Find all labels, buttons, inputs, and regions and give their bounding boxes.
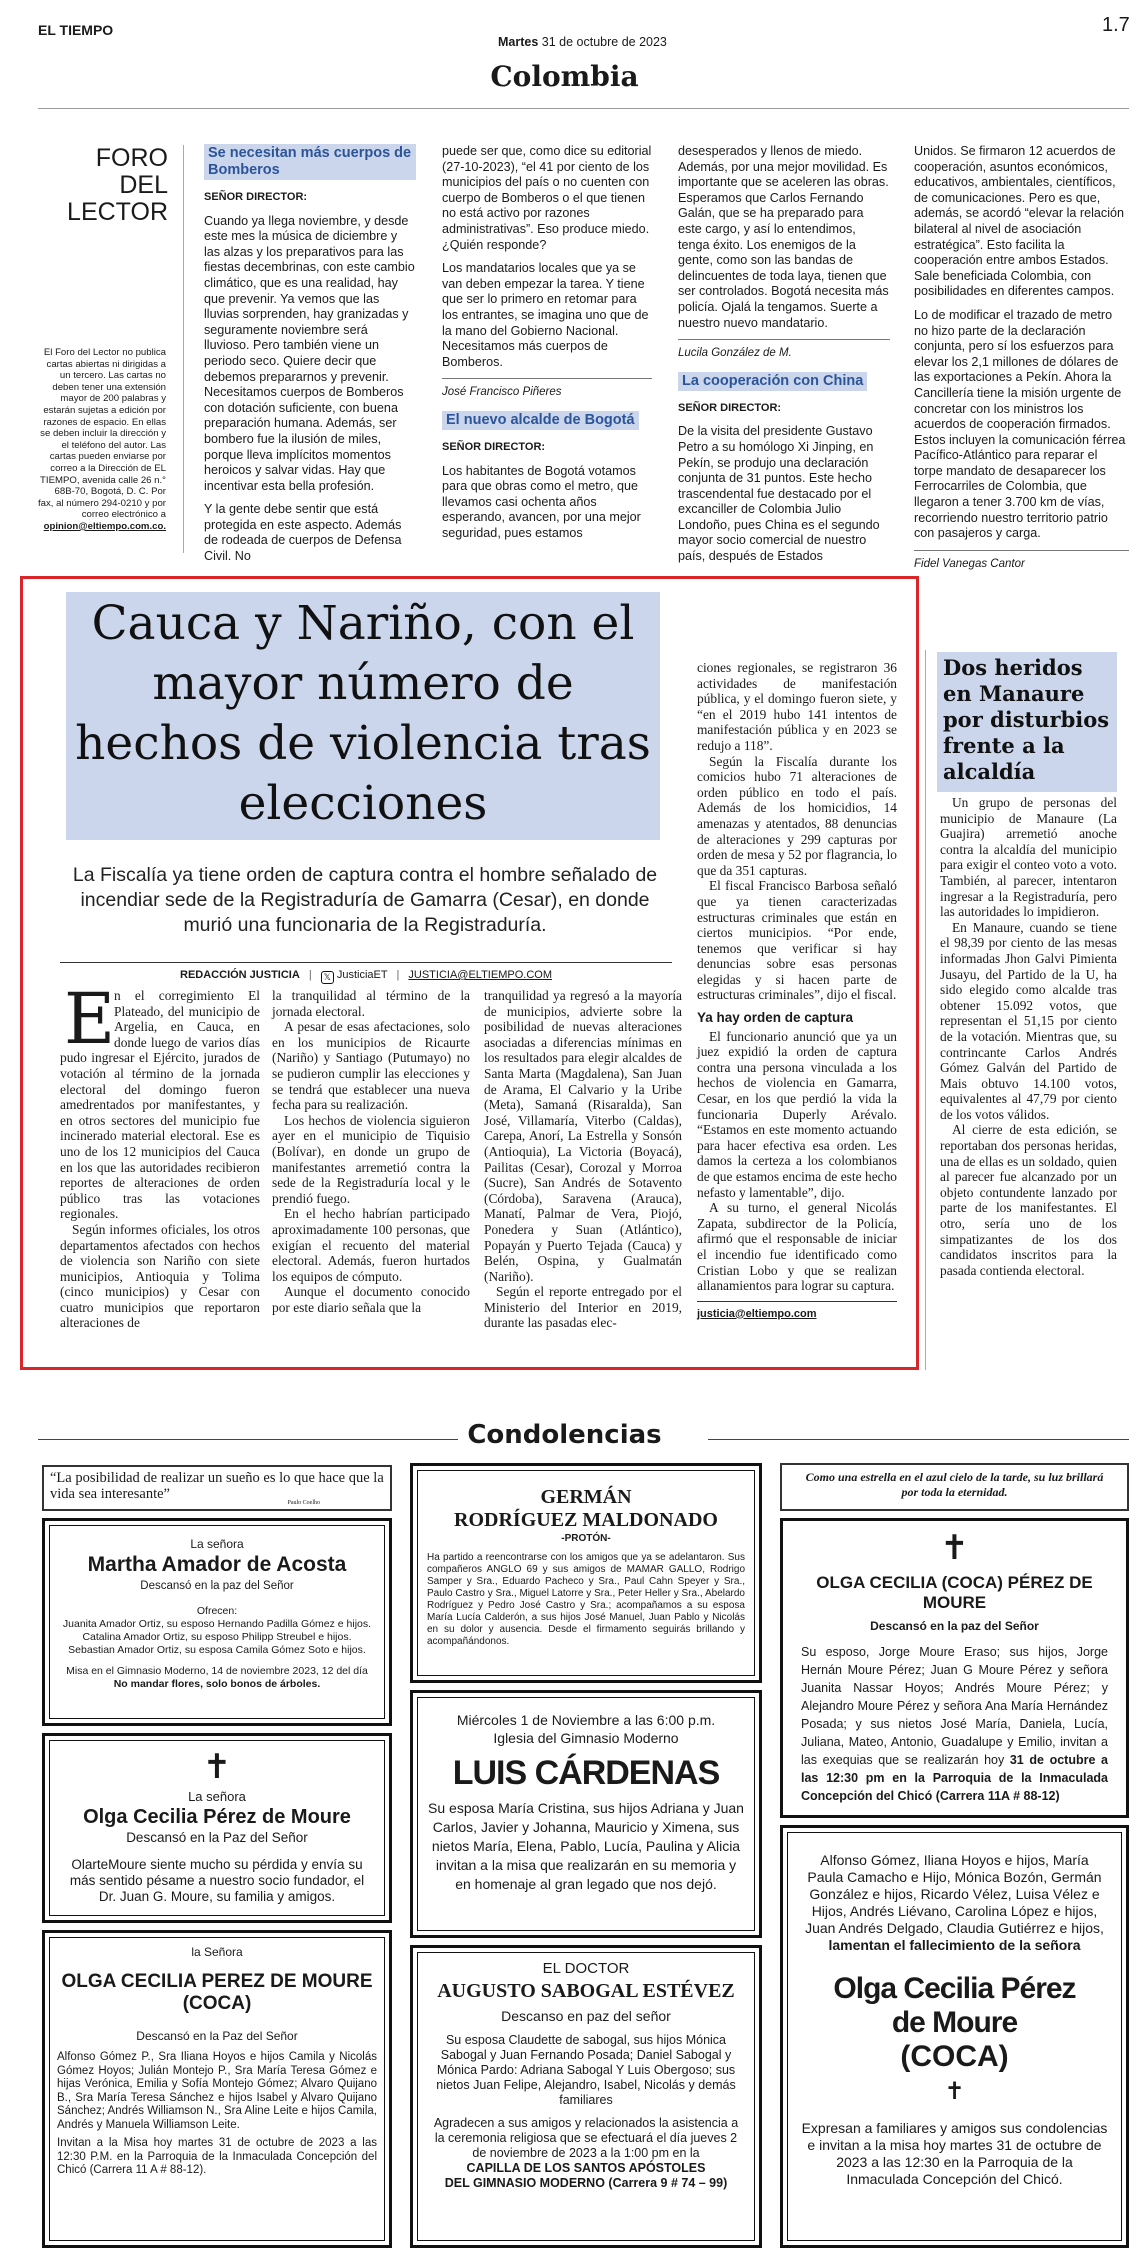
notice-line: Descansó en la paz del Señor: [140, 1580, 294, 1592]
foro-note-text: El Foro del Lector no publica cartas abiertas ni dirigidas a un tercero. Las cartas no deben tener una extensión mayor de 200 palabras y estarán sujetas a edición por razones de espacio. En ellas se deben incluir la dirección y el teléfono del autor. Las cartas pueden enviarse por correo a la Dirección de EL TIEMPO, avenida calle 26 n.° 68B-70, Bogotá, D. C. Por fax, al número 294-0210 y por correo electrónico a: [38, 347, 166, 521]
notice-luis: [410, 1690, 762, 1938]
notice-addr: (Carrera 9 # 74 – 99): [608, 2176, 728, 2190]
notice-olga-3: [780, 1518, 1129, 1818]
paragraph: [60, 988, 260, 1222]
letter-label: SEÑOR DIRECTOR:: [204, 191, 308, 203]
paragraph: A pesar de esas afectaciones, solo en los municipios de Ricaurte (Nariño) y Santiago (Putumayo) no se pudieron cumplir las elecciones y se tendrá que establecer una nueva fecha para su realización.: [272, 1019, 470, 1113]
letter-china-title: La cooperación con China: [678, 372, 867, 391]
sidebar-headline: Dos heridos en Manaure por disturbios frente a la alcaldía: [943, 655, 1110, 784]
letter-alcalde-title: El nuevo alcalde de Bogotá: [442, 411, 639, 430]
offer-line: Catalina Amador Ortiz, su esposo Philipp Streubel e hijos.: [82, 1631, 352, 1643]
x-logo-icon: 𝕏: [321, 971, 334, 984]
offer-line: Sebastian Amador Ortiz, su esposa Camila Gómez Soto e hijos.: [68, 1644, 366, 1656]
byline: REDACCIÓN JUSTICIA | 𝕏 JusticiaET | JUSTICIA@ELTIEMPO.COM: [180, 969, 552, 982]
notice-name: Olga Cecilia Pérez de Moure: [83, 1806, 351, 1828]
paragraph: Lo de modificar el trazado de metro no hizo parte de la declaración conjunta, pero sí los esfuerzos para elevar los 2,1 millones de dólares de las exportaciones a Pekín. Ahora la Cancillería tiene la misión urgente de concretar con los ministros los acuerdos de cooperación firmados. Estos incluyen la comunicación férrea Pacífico-Atlántico para reparar el torpe mandato de desaparecer los Ferrocarriles de Colombia, que llegaron a tener 3.700 km de vías, recorriendo nuestro territorio patrio con pasajeros y carga.: [914, 307, 1126, 541]
issue-date: [498, 35, 667, 49]
foro-email-link[interactable]: opinion@eltiempo.com.co.: [43, 520, 166, 532]
article-subhead: Ya hay orden de captura: [697, 1010, 854, 1026]
notice-text: Su esposa María Cristina, sus hijos Adriana y Juan Carlos, Javier y Johanna, Mauricio y Ximena, sus nietos María, Elena, Pablo, Lucía, Paulina y Alicia invitan a la misa que realizarán en su memoria y en homenaje al gran legado que nos dejó.: [428, 1800, 744, 1892]
inner-frame: [417, 1952, 755, 2241]
quote-text: “La posibilidad de realizar un sueño es lo que hace que la vida sea interesante”: [50, 1470, 384, 1502]
letter-bomberos-title: Se necesitan más cuerpos de Bomberos: [204, 144, 416, 180]
offer-label: Ofrecen:: [196, 1605, 238, 1617]
paragraph: puede ser que, como dice su editorial (27-10-2023), “el 41 por ciento de los municipios del país o no cuenten con cuerpo de Bomberos o el que tienen no está activo por razones administrativas”. Eso produce miedo. ¿Quién responde?: [442, 144, 652, 252]
page-number: 1.7: [1102, 14, 1130, 36]
date-rest: 31 de octubre de 2023: [541, 35, 667, 49]
notice-text: Alfonso Gómez, Iliana Hoyos e hijos, María Paula Camacho e Hijo, Mónica Bozón, Germán González e hijos, Ricardo Vélez, Luisa Vélez e Hijos, Andrés Liévano, Carolina López e hijos, Juan Andrés Delgado, Claudia Gutiérrez e hijos,: [805, 1852, 1104, 1936]
paragraph: Según el reporte entregado por el Ministerio del Interior en 2019, durante las pasadas elec-: [484, 1284, 682, 1331]
condolencias-title: Condolencias: [467, 1420, 662, 1450]
notice-line: Descansó en la Paz del Señor: [136, 2029, 298, 2043]
letter-label: SEÑOR DIRECTOR:: [678, 401, 782, 414]
quote-text: Como una estrella en el azul cielo de la tarde, su luz brillará por toda la eternidad.: [805, 1470, 1104, 1499]
article-email[interactable]: justicia@eltiempo.com: [697, 1307, 817, 1320]
notice-name-2: RODRÍGUEZ MALDONADO: [454, 1509, 718, 1531]
inner-frame: [49, 1525, 385, 1719]
foro-title: [52, 145, 168, 226]
cross-icon: ✝: [944, 2077, 965, 2105]
notice-augusto: [410, 1945, 762, 2248]
misa-line: Misa en el Gimnasio Moderno, 14 de noviembre 2023, 12 del día: [66, 1665, 368, 1677]
notice-text: [801, 1643, 1108, 1805]
paragraph: Los mandatarios locales que ya se van deben empezar la tarea. Y tiene que ser lo primero en retomar para los entrantes, se imagina uno que de la mano del Gobierno Nacional. Necesitamos más cuerpos de Bomberos.: [442, 261, 649, 369]
notice-text-bold: 31 de octubre a las 12:30 pm en la Parroquia de la Inmaculada Concepción del Chicó (Carrera 11A # 88-12): [801, 1753, 1108, 1803]
paragraph: Al cierre de esta edición, se reportaban dos personas heridas, una de ellas es un soldado, quien al parecer fue alcanzado por un objeto contundente lanzado por parte de los manifestantes. El otro, sería uno de los simpatizantes de los dos candidatos inscritos para la pasada contienda electoral.: [940, 1122, 1117, 1278]
byline-handle[interactable]: JusticiaET: [336, 969, 388, 981]
notice-martha: [42, 1518, 392, 1726]
notice-pre: La señora: [188, 1789, 246, 1804]
paragraph: Unidos. Se firmaron 12 acuerdos de cooperación, asuntos económicos, educativos, ambientales, científicos, de comunicaciones. Pero es que, además, se acordó “elevar la relación bilateral al nivel de asociación estratégica”. Esto facilita la cooperación entre ambos Estados. Sale beneficiada Colombia, con posibilidades en diferentes campos.: [914, 144, 1125, 299]
notice-text-main: Su esposo, Jorge Moure Eraso; sus hijos, Jorge Hernán Moure Pérez; Juan G Moure Pérez y señora Juanita Nassar Hoyos; Andrés Moure Pérez; y Alejandro Moure Pérez y señora Ana María Hernández Posada; y sus nietos José María, Daniela, Lucía, Juliana, Mateo, Antonio, Guadalupe y Emilio, invitan a las exequias que se realizarán hoy: [801, 1645, 1108, 1767]
foro-title-line1: FORO DEL: [95, 144, 168, 199]
notice-name-2: de Moure: [891, 2006, 1018, 2039]
notice-misa: Invitan a la Misa hoy martes 31 de octubre de 2023 a las 12:30 P.M. en la Parroquia de la Inmaculada Concepción del Chicó (Carrera 11 A # 88-12).: [57, 2137, 377, 2176]
inner-frame: [49, 1937, 385, 2241]
inner-frame: [417, 1470, 755, 1676]
cross-icon: ✝: [202, 1747, 232, 1787]
notice-text-2: Expresan a familiares y amigos sus condolencias e invitan a la misa hoy martes 31 de octubre de 2023 a las 12:30 en la Parroquia de la Inmaculada Concepción del Chicó.: [801, 2120, 1108, 2187]
letter-alcalde-cont: [678, 144, 890, 564]
foro-divider: [183, 145, 184, 553]
notice-text: Ha partido a reencontrarse con los amigos que ya se adelantaron. Sus compañeros ANGLO 69 y sus amigos de MAMAR GALLO, Rodrigo Samper y Sra., Eduardo Pacheco y Sra., Paul Cahn Speyer y Sra., Paulo Castro y Sra., Miguel Latorre y Sra., Peter Heller y Sra., Abelardo Rodríguez y Pedro José Castro y Sra.; acompañamos a su esposa María Lucía Calderón, a sus hijos José Manuel, Juan Pablo y Nicolás en su dolor y ausencia. Desde el firmamento seguirás brillando y acompañándonos.: [427, 1552, 745, 1647]
no-flowers: No mandar flores, solo bonos de árboles.: [113, 1678, 321, 1690]
notice-name-2: (COCA): [182, 1993, 252, 2014]
notice-place-2: DEL GIMNASIO MODERNO: [444, 2176, 605, 2190]
inner-frame: [417, 1697, 755, 1931]
notice-name: OLGA CECILIA PEREZ DE MOURE: [61, 1971, 373, 1992]
notice-line: Descanso en paz del señor: [501, 2008, 671, 2024]
dropcap: E: [64, 978, 116, 1060]
paragraph-text: n el corregimiento El Plateado, del municipio de Argelia, en Cauca, en donde luego de varios días pudo ingresar el Ejército, jurados de votación al término de la jornada electoral del domingo fueron amedrentados por manifestantes, y en otros sectores del municipio fue incinerado material electoral. Ese es uno de los 12 municipios del Cauca en los que las autoridades recibieron reportes de alteraciones de orden público tras las votaciones regionales.: [60, 988, 260, 1222]
masthead-brand: EL TIEMPO: [38, 22, 114, 38]
paragraph: En Manaure, cuando se tiene el 98,39 por ciento de las mesas informadas Jhon Galvi Pimienta Jusayu, del Partido de la U, ha sido elegido como alcalde tras obtener 15.092 votos, que representan el 51,15 por ciento de la votación. Mientras que, su contrincante Carlos Andrés Gómez Galván del Partido de Mais obtuvo 14.100 votos, equivalentes al 47,79 por ciento de los votos válidos.: [940, 919, 1117, 1122]
byline-author: REDACCIÓN JUSTICIA: [180, 969, 300, 981]
letter-bomberos-cont: [442, 144, 652, 554]
paragraph: tranquilidad ya regresó a la mayoría de municipios, advierte sobre la posibilidad de nuevas alteraciones asociadas a diferencias mínimas en los resultados para elegir alcaldes de Santa Marta (Magdalena), San Juan de Arama, El Calvario y la Uribe (Meta), Samaná (Risaralda), San José, Villamaría, Viterbo (Caldas), Carepa, Anorí, La Estrella y Sonsón (Antioquia), La Victoria (Boyacá), Pailitas (Cesar), Corozal y Morroa (Sucre), San Andrés de Sotavento (Córdoba), Saravena (Arauca), Manatí, Palmar de Vera, Piojó, Ponedera y Suan (Atlántico), Popayán y Puerto Tejada (Cauca) y Belén, Ospina, y Gualmatán (Nariño).: [484, 988, 682, 1284]
quote-box-2: [780, 1463, 1129, 1511]
paragraph: Según la Fiscalía durante los comicios hubo 71 alteraciones de orden público en todo el país. Además de los homicidios, 14 amenazas y atentados, 88 denuncias de alteraciones y 299 capturas por orden de mesa y 52 por flagrancia, lo que da 351 capturas.: [697, 753, 897, 878]
inner-frame: [49, 1740, 385, 1916]
notice-name: LUIS CÁRDENAS: [452, 1754, 720, 1792]
notice-olga-4: [780, 1825, 1129, 2248]
paragraph: Según informes oficiales, los otros departamentos afectados con hechos de violencia son Nariño con siete municipios, Antioquia y Tolima (cinco municipios) y Cesar con cuatro municipios que reportaron alteraciones de: [60, 1221, 260, 1331]
notice-name: OLGA CECILIA (COCA) PÉREZ DE MOURE: [816, 1573, 1093, 1612]
notice-place: Iglesia del Gimnasio Moderno: [493, 1730, 679, 1746]
byline-email[interactable]: JUSTICIA@ELTIEMPO.COM: [408, 969, 552, 981]
notice-pre: La señora: [190, 1537, 244, 1551]
paragraph: Los hechos de violencia siguieron ayer en el municipio de Tiquisio (Bolívar), en donde un grupo de manifestantes arremetió contra la sede de la Registraduría local y le prendió fuego.: [272, 1112, 470, 1206]
paragraph: la tranquilidad al término de la jornada electoral.: [272, 988, 470, 1019]
article-headline: Cauca y Nariño, con el mayor número de hechos de violencia tras elecciones: [75, 596, 651, 831]
article-col-2: [272, 988, 470, 1353]
paragraph: Aunque el documento conocido por este diario señala que la: [272, 1284, 470, 1315]
article-end-rule: [697, 1301, 897, 1302]
notice-text: Su esposa Claudette de sabogal, sus hijos Mónica Sabogal y Juan Fernando Posada; Daniel Sabogal y Mónica Pardo: Adriana Sabogal Y Luis Obergoso; sus nietos Juan Felipe, Alejandro, Isabel, Nicolás y demás familiares: [436, 2033, 736, 2107]
dropcap-spacer: [60, 988, 114, 1048]
paragraph: De la visita del presidente Gustavo Petro a su homólogo Xi Jinping, en Pekín, se produjo una declaración conjunta de 31 puntos. Este hecho trascendental fue destacado por el excanciller de Colombia Julio Londoño, pues China es el segundo mayor socio comercial de nuestro país, después de Estados: [678, 424, 880, 564]
section-title: Colombia: [490, 60, 639, 93]
article-deck: La Fiscalía ya tiene orden de captura contra el hombre señalado de incendiar sede de la Registraduría de Gamarra (Cesar), en donde murió una funcionaria de la Registraduría.: [72, 864, 658, 936]
notice-text-bold: lamentan el fallecimiento de la señora: [828, 1937, 1081, 1953]
notice-german: [410, 1463, 762, 1683]
paragraph: ciones regionales, se registraron 36 actividades de manifestación pública, y el domingo fueron siete, y “en el 2019 hubo 141 intentos de manifestación pública y en 2023 se redujo a 118”.: [697, 660, 897, 753]
notice-name: GERMÁN: [540, 1486, 632, 1508]
notice-text-2: Agradecen a sus amigos y relacionados la asistencia a la ceremonia religiosa que se efectuará el día jueves 2 de noviembre de 2023 a la 1:00 pm en la: [433, 2116, 739, 2160]
paragraph: El funcionario anunció que ya un juez expidió la orden de captura contra una persona vinculada a los hechos de violencia en Gamarra, Cesar, en los que perdió la vida la funcionaria Duperly Arévalo. “Estamos en este momento actuando para hacer efectiva esa orden. Les damos la certeza a los colombianos de que estamos encima de este hecho nefasto y lamentable”, dijo.: [697, 1028, 897, 1200]
article-col-1: [60, 988, 260, 1353]
notice-olga-1: [42, 1733, 392, 1923]
paragraph: desesperados y llenos de miedo. Además, por una mejor movilidad. Es importante que se aceleren las obras. Esperamos que Carlos Fernando Galán, que se ha preparado para este cargo, y así lo entendimos, tenga éxito. Los enemigos de la gente, como son las bandas de delincuentes de toda laya, tienen que ser controlados. Bogotá necesita más policía. Ojalá la tengamos. Suerte a nuestro nuevo mandatario.: [678, 144, 889, 330]
paragraph: En el hecho habrían participado aproximadamente 100 personas, que exigían el recuento del material electoral. Además, fueron hurtados los equipos de cómputo.: [272, 1206, 470, 1284]
letter-china-cont: [914, 144, 1129, 570]
notice-olga-2: [42, 1930, 392, 2248]
quote-box-1: [42, 1465, 392, 1511]
foro-policy-note: [38, 347, 166, 533]
notice-name-3: (COCA): [900, 2040, 1009, 2073]
notice-text: Alfonso Gómez P., Sra Iliana Hoyos e hijos Camila y Nicolás Gómez Hoyos; Julián Montejo P., Sra María Teresa Gómez e hijas Verónica, Emilia y Sofía Montejo Gómez; Alvaro Quijano B., Sra María Teresa Sánchez e hijos Isabel y Alvaro Quijano Sánchez; Andrés Williamson N., Sra Aline Leite e hijos Camila, Andrés y Manuela Williamson Leite.: [57, 2051, 377, 2131]
paragraph: Un grupo de personas del municipio de Manaure (La Guajira) arremetió anoche contra la alcaldía del municipio para exigir el conteo voto a voto. También, al parecer, intentaron ingresar a la Registraduría, pero las autoridades lo impidieron.: [940, 795, 1117, 920]
notice-text: OlarteMoure siente mucho su pérdida y envía su más sentido pésame a nuestro socio fundador, el Dr. Juan G. Moure, su familia y amigos.: [69, 1857, 365, 1904]
notice-sub: -PROTÓN-: [561, 1533, 611, 1544]
paragraph: El fiscal Francisco Barbosa señaló que ya tienen caracterizadas estructuras criminales que están en ciertos municipios. “Por ende, tenemos que verificar si hay denuncias sobre esas personas elegidas y si hacen parte de estructuras criminales”, dijo el fiscal.: [697, 878, 897, 1003]
inner-frame: [787, 1832, 1122, 2241]
letter-signature: Fidel Vanegas Cantor: [914, 550, 1129, 573]
sidebar-divider: [925, 650, 926, 1370]
foro-title-line2: LECTOR: [67, 198, 168, 226]
paragraph: A su turno, el general Nicolás Zapata, subdirector de la Policía, afirmó que el responsable de iniciar el incendio fue identificado como Cristian Lobo y que se realizan allanamientos para lograr su captura.: [697, 1200, 897, 1294]
notice-pre: la Señora: [191, 1945, 243, 1959]
paragraph: Cuando ya llega noviembre, y desde este mes la música de diciembre y las alzas y los preparativos para las fiestas decembrinas, con este cambio climático, que es una realidad, hay que prevenir. Ya vemos que las lluvias sorprenden, hay granizadas y seguramente noviembre será lluvioso. Pero también viene un periodo seco. Quiere decir que debemos prepararnos y prevenir. Necesitamos cuerpos de Bomberos con dotación suficiente, con buena preparación humana. Además, ser bombero fue la ilusión de miles, porque lleva implícitos momentos heroicos y salvar vidas. Hay que incentivar esta bella profesión.: [204, 213, 415, 493]
letter-label: SEÑOR DIRECTOR:: [442, 440, 546, 453]
sidebar-body: [940, 795, 1117, 1340]
offer-line: Juanita Amador Ortiz, su esposo Hernando Padilla Gómez e hijos.: [62, 1618, 372, 1630]
cross-icon: ✝: [940, 1528, 969, 1568]
section-rule: [38, 108, 1129, 109]
notice-place: CAPILLA DE LOS SANTOS APÓSTOLES: [466, 2161, 706, 2175]
notice-date: Miércoles 1 de Noviembre a las 6:00 p.m.: [456, 1712, 716, 1728]
notice-name: Martha Amador de Acosta: [87, 1553, 347, 1576]
letter-signature: José Francisco Piñeres: [442, 378, 652, 401]
notice-name: AUGUSTO SABOGAL ESTÉVEZ: [437, 1980, 735, 2002]
paragraph: Los habitantes de Bogotá votamos para que obras como el metro, que llevamos casi ochenta años esperando, avancen, por una mejor seguridad, pues estamos: [442, 463, 641, 540]
notice-pre: EL DOCTOR: [542, 1960, 630, 1977]
notice-line: Descansó en la Paz del Señor: [126, 1830, 308, 1845]
letter-bomberos: [204, 144, 416, 564]
article-col-4: [697, 660, 897, 1353]
notice-name: Olga Cecilia Pérez: [833, 1972, 1076, 2005]
letter-signature: Lucila González de M.: [678, 339, 890, 362]
date-day: Martes: [498, 35, 539, 49]
paragraph: Y la gente debe sentir que está protegida en este aspecto. Además de rodeada de cuerpos de Defensa Civil. No: [204, 502, 402, 564]
quote-author: Paulo Coelho: [287, 1500, 320, 1506]
notice-line: Descansó en la paz del Señor: [870, 1619, 1039, 1633]
byline-rule: [60, 962, 672, 963]
article-col-3: [484, 988, 682, 1353]
